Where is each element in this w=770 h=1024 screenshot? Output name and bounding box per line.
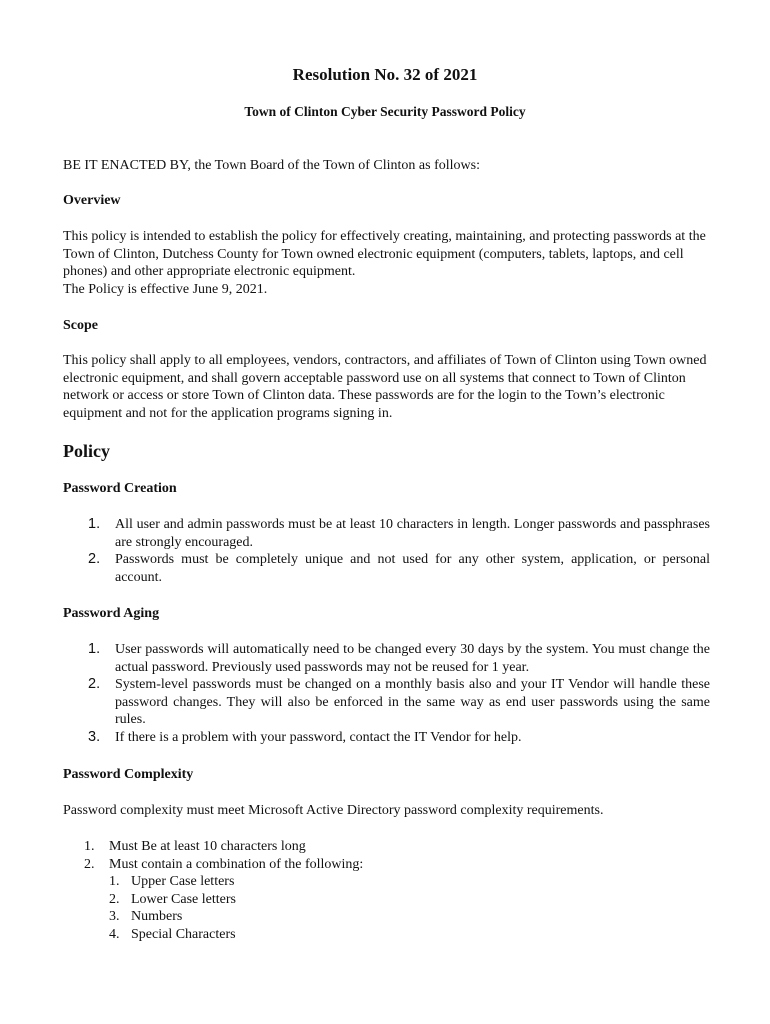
list-item (88, 641, 710, 676)
enacted-statement: BE IT ENACTED BY, the Town Board of the Town of Clinton as follows: (63, 158, 480, 173)
resolution-title: Resolution No. 32 of 2021 (292, 65, 478, 84)
list-item (88, 676, 710, 729)
list-item (88, 729, 710, 747)
list-item-text: If there is a problem with your password, contact the IT Vendor for help. (115, 729, 522, 745)
password-creation-heading: Password Creation (63, 481, 177, 496)
list-number: 4. (109, 926, 120, 942)
list-item-text: Passwords must be completely unique and not used for any other system, application, or personal account. (115, 552, 710, 585)
complexity-paragraph: Password complexity must meet Microsoft Active Directory password complexity requirements. (63, 803, 604, 818)
list-item-text: Must contain a combination of the following: (109, 856, 364, 872)
list-item-text: All user and admin passwords must be at least 10 characters in length. Longer passwords and passphrases are strongly encouraged. (115, 517, 710, 550)
list-number: 3. (88, 728, 101, 745)
list-item-text: Numbers (131, 909, 183, 925)
list-item-text: Upper Case letters (131, 874, 235, 890)
list-item-text: Must Be at least 10 characters long (109, 839, 306, 854)
list-number: 2. (109, 891, 120, 907)
overview-paragraph: This policy is intended to establish the policy for effectively creating, maintaining, and protecting passwords at the Town of Clinton, Dutchess County for Town owned electronic equipment (computers, tablets, laptops, and cell phones) and other appropriate electronic equipment. (63, 229, 706, 280)
list-item (84, 838, 684, 856)
list-item-text: System-level passwords must be changed on a monthly basis also and your IT Vendor will handle these password changes. They will also be enforced in the same way as end user passwords using the same rules. (115, 677, 710, 728)
scope-heading: Scope (63, 318, 98, 333)
list-item-text: Special Characters (131, 926, 236, 942)
list-item-text: User passwords will automatically need to be changed every 30 days by the system. You must change the actual password. Previously used passwords may not be reused for 1 year. (115, 642, 710, 675)
policy-subtitle: Town of Clinton Cyber Security Password Policy (244, 104, 526, 119)
complexity-requirements-list (84, 838, 684, 944)
list-item-text: Lower Case letters (131, 891, 236, 907)
sublist-item (109, 908, 684, 926)
list-number: 1. (88, 641, 101, 657)
list-number: 2. (88, 551, 101, 568)
list-item (88, 516, 710, 551)
sublist-item (109, 926, 684, 944)
sublist-item (109, 873, 684, 891)
list-item (84, 856, 684, 944)
list-number: 1. (109, 874, 120, 890)
list-number: 1. (88, 516, 101, 532)
list-number: 2. (84, 856, 95, 872)
scope-paragraph: This policy shall apply to all employees, vendors, contractors, and affiliates of Town of Clinton using Town owned electronic equipment, and shall govern acceptable password use on all systems that connect to Town of Clinton network or access or store Town of Clinton data. These passwords are for the login to the Town’s electronic equipment and not for the application programs signing in. (63, 353, 707, 421)
list-number: 1. (84, 839, 95, 854)
overview-heading: Overview (63, 193, 121, 208)
list-item (88, 551, 710, 586)
password-aging-list (88, 641, 710, 747)
sublist-item (109, 891, 684, 909)
list-number: 2. (88, 676, 101, 693)
password-aging-heading: Password Aging (63, 606, 160, 621)
password-complexity-heading: Password Complexity (63, 767, 194, 782)
policy-heading: Policy (63, 441, 110, 461)
character-types-list (109, 873, 684, 943)
password-creation-list (88, 516, 710, 586)
effective-date: The Policy is effective June 9, 2021. (63, 282, 268, 297)
list-number: 3. (109, 909, 120, 925)
